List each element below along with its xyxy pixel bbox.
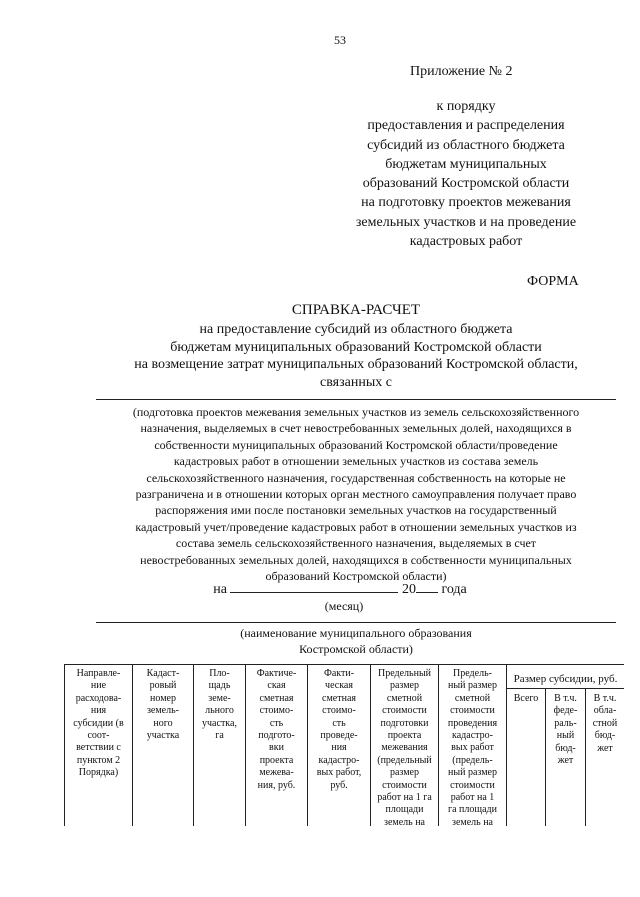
municipality-line xyxy=(96,622,616,623)
appendix-line: бюджетам муниципальных xyxy=(385,156,547,172)
appendix-line: на подготовку проектов межевания xyxy=(361,195,571,211)
municipality-note-line: (наименование муниципального образования xyxy=(240,626,472,640)
municipality-note xyxy=(96,626,616,657)
appendix-line: земельных участков и на проведение xyxy=(355,214,577,230)
note-line: сельскохозяйственного назначения, государственная собственность на которые не xyxy=(146,470,566,485)
subtitle-line: бюджетам муниципальных образований Костромской области xyxy=(170,339,542,355)
column-header-project-cost: Фактиче- ская сметная стоимо- сть подгото- вки проекта межева- ния, руб. xyxy=(256,668,297,791)
fill-in-line xyxy=(96,399,616,400)
subsidy-group-divider xyxy=(506,688,624,689)
note-line: распоряжения ими после постановки земельных участков на государственный xyxy=(155,503,557,518)
appendix-title: Приложение № 2 xyxy=(410,64,513,79)
date-prefix: на xyxy=(213,582,227,597)
appendix-reference xyxy=(340,97,592,251)
appendix-line: образований Костромской области xyxy=(362,176,570,192)
year-blank xyxy=(416,580,438,593)
column-header-area: Пло- щадь земе- льного участка, га xyxy=(202,668,237,742)
note-line: (подготовка проектов межевания земельных участков из земель сельскохозяйственного xyxy=(132,405,580,419)
subtitle-line: на предоставление субсидий из областного бюджета xyxy=(199,322,513,337)
note-line: разграничена и в отношении которых орган местного самоуправления получает право xyxy=(135,487,577,502)
column-header-direction: Направле- ние расходова- ния субсидии (в соот- ветствии с пунктом 2 Порядка) xyxy=(73,668,124,779)
document-title: СПРАВКА-РАСЧЕТ xyxy=(291,302,421,318)
month-hint: (месяц) xyxy=(324,599,364,613)
note-line: образований Костромской области) xyxy=(265,569,447,584)
municipality-note-line: Костромской области) xyxy=(299,641,413,656)
column-header-total: Всего xyxy=(513,693,539,704)
table-top-border xyxy=(64,664,624,665)
note-line: состава земель сельскохозяйственного назначения, выделяемых в счет xyxy=(175,536,537,551)
note-line: невостребованных земельных долей, находящихся в собственности муниципальных xyxy=(140,552,572,567)
page-number: 53 xyxy=(334,33,346,47)
note-line: назначения, выделяемых в счет невостребованных земельных долей, находящихся в xyxy=(140,421,572,436)
column-header-cadastral-cost: Факти- ческая сметная стоимо- сть проведе- ния кадастро- вых работ, руб. xyxy=(316,668,362,791)
note-line: кадастровый учет/проведение кадастровых работ в отношении земельных участков из xyxy=(135,519,577,534)
column-header-max-cadastral-cost: Предель- ный размер сметной стоимости проведения кадастро- вых работ (предель- ный размер стоимости работ на 1 га площади земель на xyxy=(447,668,498,828)
document-subtitle xyxy=(60,321,640,391)
column-divider xyxy=(506,664,507,826)
date-suffix: года xyxy=(441,582,467,597)
column-header-cadastral-number: Кадаст- ровый номер земель- ного участка xyxy=(146,668,180,742)
subtitle-line: на возмещение затрат муниципальных образований Костромской области, xyxy=(134,357,578,372)
column-header-federal-budget: В т.ч. феде- раль- ный бюд- жет xyxy=(553,693,578,767)
appendix-line: субсидий из областного бюджета xyxy=(367,137,565,153)
form-label: ФОРМА xyxy=(527,274,579,289)
appendix-line: предоставления и распределения xyxy=(367,118,565,134)
purpose-note xyxy=(96,404,616,584)
subsidy-table xyxy=(64,664,624,826)
year-prefix: 20 xyxy=(401,582,416,597)
appendix-line: кадастровых работ xyxy=(409,234,523,250)
subtitle-line: связанных с xyxy=(320,374,392,390)
appendix-line: к порядку xyxy=(436,99,496,114)
month-blank xyxy=(230,580,398,593)
column-group-subsidy-amount: Размер субсидии, руб. xyxy=(513,673,618,685)
column-header-regional-budget: В т.ч. обла- стной бюд- жет xyxy=(592,693,618,754)
column-header-max-project-cost: Предельный размер сметной стоимости подготовки проекта межевания (предельный размер стоимости работ на 1 га площади земель на xyxy=(377,668,432,828)
note-line: собственности муниципальных образований Костромской области/проведение xyxy=(154,437,558,452)
note-line: кадастровых работ в отношении земельных участков из состава земель xyxy=(173,454,539,469)
date-row xyxy=(0,580,640,598)
